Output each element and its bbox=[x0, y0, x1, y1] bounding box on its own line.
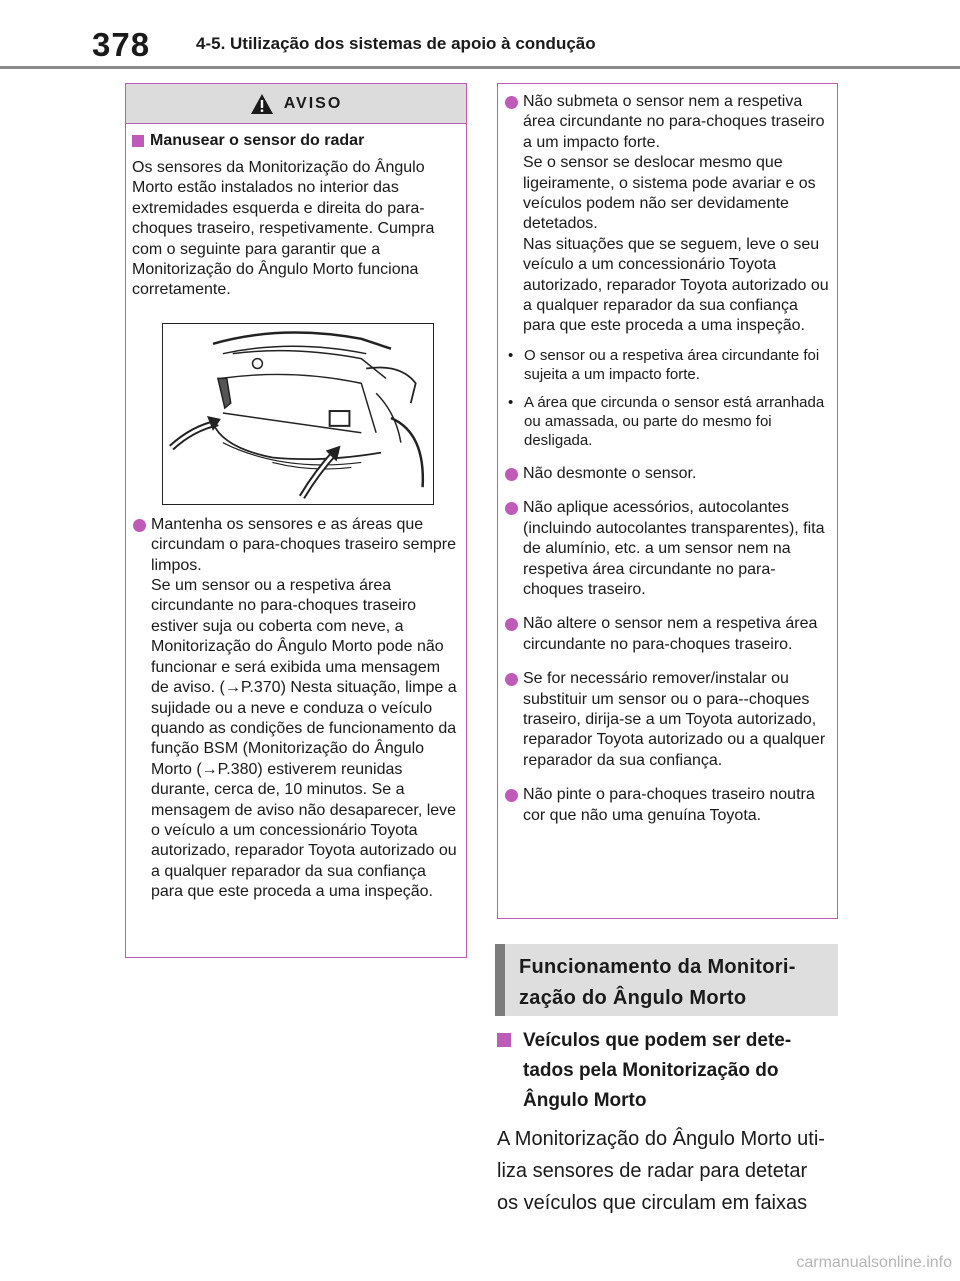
sub-bullet-text: A área que circunda o sensor está arranhada ou amassada, ou parte do mesmo foi desligada. bbox=[524, 393, 825, 449]
body-paragraph: A Monitorização do Ângulo Morto uti- liza sensores de radar para detetar os veículos que circulam em faixas bbox=[497, 1128, 825, 1214]
sub-bullet-impact bbox=[504, 346, 831, 384]
bullet-text: Não altere o sensor nem a respetiva área circundante no para-choques traseiro. bbox=[523, 615, 818, 653]
square-bullet-icon bbox=[497, 1033, 511, 1047]
circle-bullet-icon bbox=[133, 519, 146, 532]
bullet-no-impact bbox=[504, 92, 831, 337]
bullet-text: Não desmonte o sensor. bbox=[523, 464, 697, 482]
sub-bullet-mark: • bbox=[508, 393, 514, 411]
bullet-no-modify bbox=[504, 614, 831, 655]
warning-intro: Os sensores da Monitorização do Ângulo Morto estão instalados no interior das extremidades esquerda e direita do para-choques traseiro, respetivamente. Cumpra com o seguinte para garantir que a Monitorização do Ângulo Morto funciona corretamente. bbox=[132, 159, 435, 299]
sub-bullet-scratched bbox=[504, 393, 831, 450]
page-number: 378 bbox=[92, 26, 151, 63]
warning-triangle-icon bbox=[250, 93, 274, 115]
bullet-no-paint bbox=[504, 785, 831, 826]
warning-subheading-text: Manusear o sensor do radar bbox=[150, 132, 365, 149]
bullet-removal bbox=[504, 669, 831, 771]
circle-bullet-icon bbox=[505, 96, 518, 109]
section-banner bbox=[495, 944, 838, 1016]
section-title: 4-5. Utilização dos sistemas de apoio à condução bbox=[196, 34, 596, 53]
warning-body bbox=[126, 124, 466, 903]
rear-bumper-sensor-illustration bbox=[162, 323, 434, 505]
warning-label: AVISO bbox=[283, 94, 343, 112]
bullet-text: Não pinte o para-choques traseiro noutra cor que não uma genuína Toyota. bbox=[523, 786, 815, 824]
warning-box-continued bbox=[497, 83, 838, 919]
bullet-text: Não submeta o sensor nem a respetiva área circundante no para-choques traseiro a um impacto forte. Se o sensor se deslocar mesmo que ligeiramente, o sistema pode avariar e os veículos podem não ser devidamente detetados. Nas situações que se seguem, leve o seu veículo a um concessionário Toyota autorizado, reparador Toyota autorizado ou a qualquer reparador da sua confiança para que este proceda a uma inspeção. bbox=[523, 93, 829, 335]
vehicles-heading bbox=[497, 1026, 837, 1116]
circle-bullet-icon bbox=[505, 468, 518, 481]
circle-bullet-icon bbox=[505, 502, 518, 515]
warning-bullet-keep-clean bbox=[132, 515, 460, 903]
bullet-text: Se for necessário remover/instalar ou substituir um sensor ou o para--choques traseiro, dirija-se a um Toyota autorizado, reparador Toyota autorizado ou a qualquer reparador da sua confiança. bbox=[523, 670, 826, 769]
warning-box bbox=[125, 83, 467, 958]
circle-bullet-icon bbox=[505, 618, 518, 631]
circle-bullet-icon bbox=[505, 673, 518, 686]
section-banner-title: Funcionamento da Monitori- zação do Ângulo Morto bbox=[519, 956, 796, 1009]
sub-bullet-mark: • bbox=[508, 346, 514, 364]
bullet-no-accessories bbox=[504, 498, 831, 600]
square-bullet-icon bbox=[132, 135, 144, 147]
sub-bullet-text: O sensor ou a respetiva área circundante foi sujeita a um impacto forte. bbox=[524, 346, 820, 383]
vehicles-heading-text: Veículos que podem ser dete- tados pela Monitorização do Ângulo Morto bbox=[523, 1030, 792, 1111]
warning-bullet-text: Mantenha os sensores e as áreas que circundam o para-choques traseiro sempre limpos. Se um sensor ou a respetiva área circundante no para-choques traseiro estiver suja ou coberta com neve, a Monitorização do Ângulo Morto pode não funcionar e será exibida uma mensagem de aviso. (→P.370) Nesta situação, limpe a sujidade ou a neve e conduza o veículo quando as condições de funcionamento da função BSM (Monitorização do Ângulo Morto (→P.380) estiverem reunidas durante, cerca de, 10 minutos. Se a mensagem de aviso não desaparecer, leve o veículo a um concessionário Toyota autorizado, reparador Toyota autorizado ou a qualquer reparador da sua confiança para que este proceda a uma inspeção. bbox=[151, 515, 457, 901]
watermark: carmanualsonline.info bbox=[796, 1254, 952, 1271]
bullet-text: Não aplique acessórios, autocolantes (incluindo autocolantes transparentes), fita de alumínio, etc. a um sensor nem na respetiva área circundante no para-choques traseiro. bbox=[523, 499, 825, 598]
header-rule bbox=[0, 66, 960, 69]
circle-bullet-icon bbox=[505, 789, 518, 802]
bullet-no-disassemble bbox=[504, 464, 831, 484]
warning-header bbox=[126, 84, 466, 124]
warning-subheading bbox=[132, 132, 460, 150]
